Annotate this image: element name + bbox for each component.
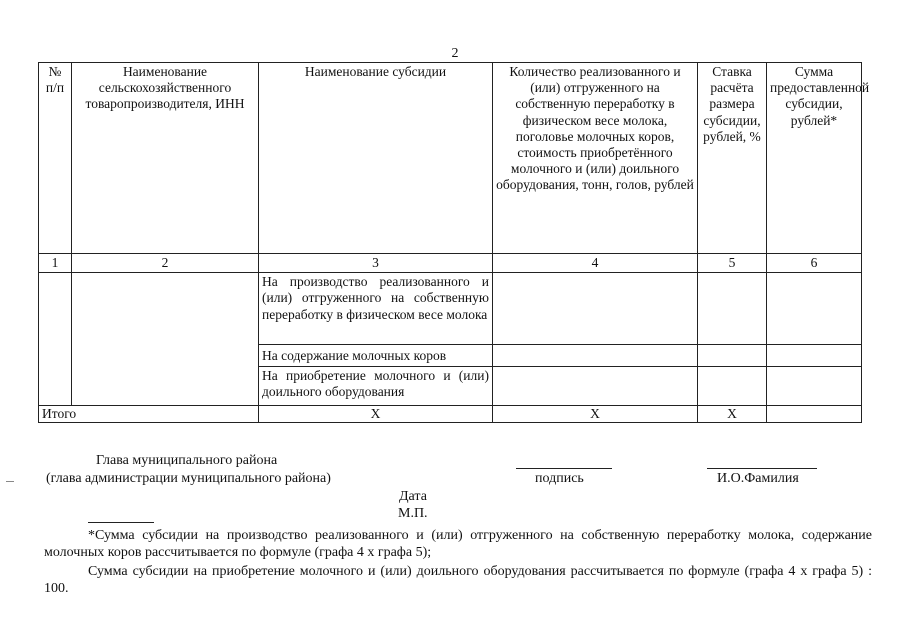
name-line	[707, 468, 817, 469]
name-label: И.О.Фамилия	[717, 471, 799, 486]
footnote-separator	[88, 522, 154, 523]
header-rate: Ставка расчёта размера субсидии, рублей, %	[698, 63, 767, 254]
position-title-alt: (глава администрации муниципального района)	[46, 471, 331, 486]
signature-line	[516, 468, 612, 469]
total-cell-x: Х	[698, 406, 767, 423]
cell-empty	[39, 273, 72, 406]
cell-empty	[493, 273, 698, 345]
footnote-1: *Сумма субсидии на производство реализованного и (или) отгруженного на собственную переработку молока, содержание молочных коров рассчитывается по формуле (графа 4 х графа 5);	[44, 528, 872, 560]
cell-empty	[493, 345, 698, 367]
subsidy-table	[38, 62, 870, 423]
total-cell-x: Х	[493, 406, 698, 423]
position-title: Глава муниципального района	[96, 453, 278, 468]
total-cell-x: Х	[259, 406, 493, 423]
column-number: 6	[767, 254, 862, 273]
cell-empty	[698, 345, 767, 367]
column-number: 5	[698, 254, 767, 273]
column-number: 4	[493, 254, 698, 273]
signature-label: подпись	[535, 471, 584, 486]
cell-empty	[767, 273, 862, 345]
cell-empty	[767, 406, 862, 423]
column-number: 1	[39, 254, 72, 273]
stamp-label: М.П.	[398, 506, 428, 521]
table-row	[39, 273, 862, 345]
header-amount: Сумма предоставленной субсидии, рублей*	[767, 63, 862, 254]
column-number: 2	[72, 254, 259, 273]
cell-empty	[767, 367, 862, 406]
header-quantity: Количество реализованного и (или) отгруженного на собственную переработку в физическом весе молока, поголовье молочных коров, стоимость приобретённого молочного и (или) доильного оборудования, тонн, голов, рублей	[493, 63, 698, 254]
page-number: 2	[451, 46, 459, 61]
total-label: Итого	[39, 406, 259, 423]
cell-empty	[72, 273, 259, 406]
header-producer: Наименование сельскохозяйственного товаропроизводителя, ИНН	[72, 63, 259, 254]
subsidy-milk-production: На производство реализованного и (или) отгруженного на собственную переработку в физическом весе молока	[259, 273, 493, 345]
column-numbers-row	[39, 254, 862, 273]
cell-empty	[767, 345, 862, 367]
header-subsidy-name: Наименование субсидии	[259, 63, 493, 254]
margin-mark	[6, 481, 14, 482]
header-number: № п/п	[39, 63, 72, 254]
subsidy-cows-maintenance: На содержание молочных коров	[259, 345, 493, 367]
subsidy-equipment-purchase: На приобретение молочного и (или) доильного оборудования	[259, 367, 493, 406]
cell-empty	[493, 367, 698, 406]
cell-empty	[698, 273, 767, 345]
column-number: 3	[259, 254, 493, 273]
total-row	[39, 406, 862, 423]
table-header-row	[39, 63, 862, 254]
footnote-2: Сумма субсидии на приобретение молочного и (или) доильного оборудования рассчитывается по формуле (графа 4 х графа 5) : 100.	[44, 564, 872, 596]
date-label: Дата	[399, 489, 427, 504]
cell-empty	[698, 367, 767, 406]
